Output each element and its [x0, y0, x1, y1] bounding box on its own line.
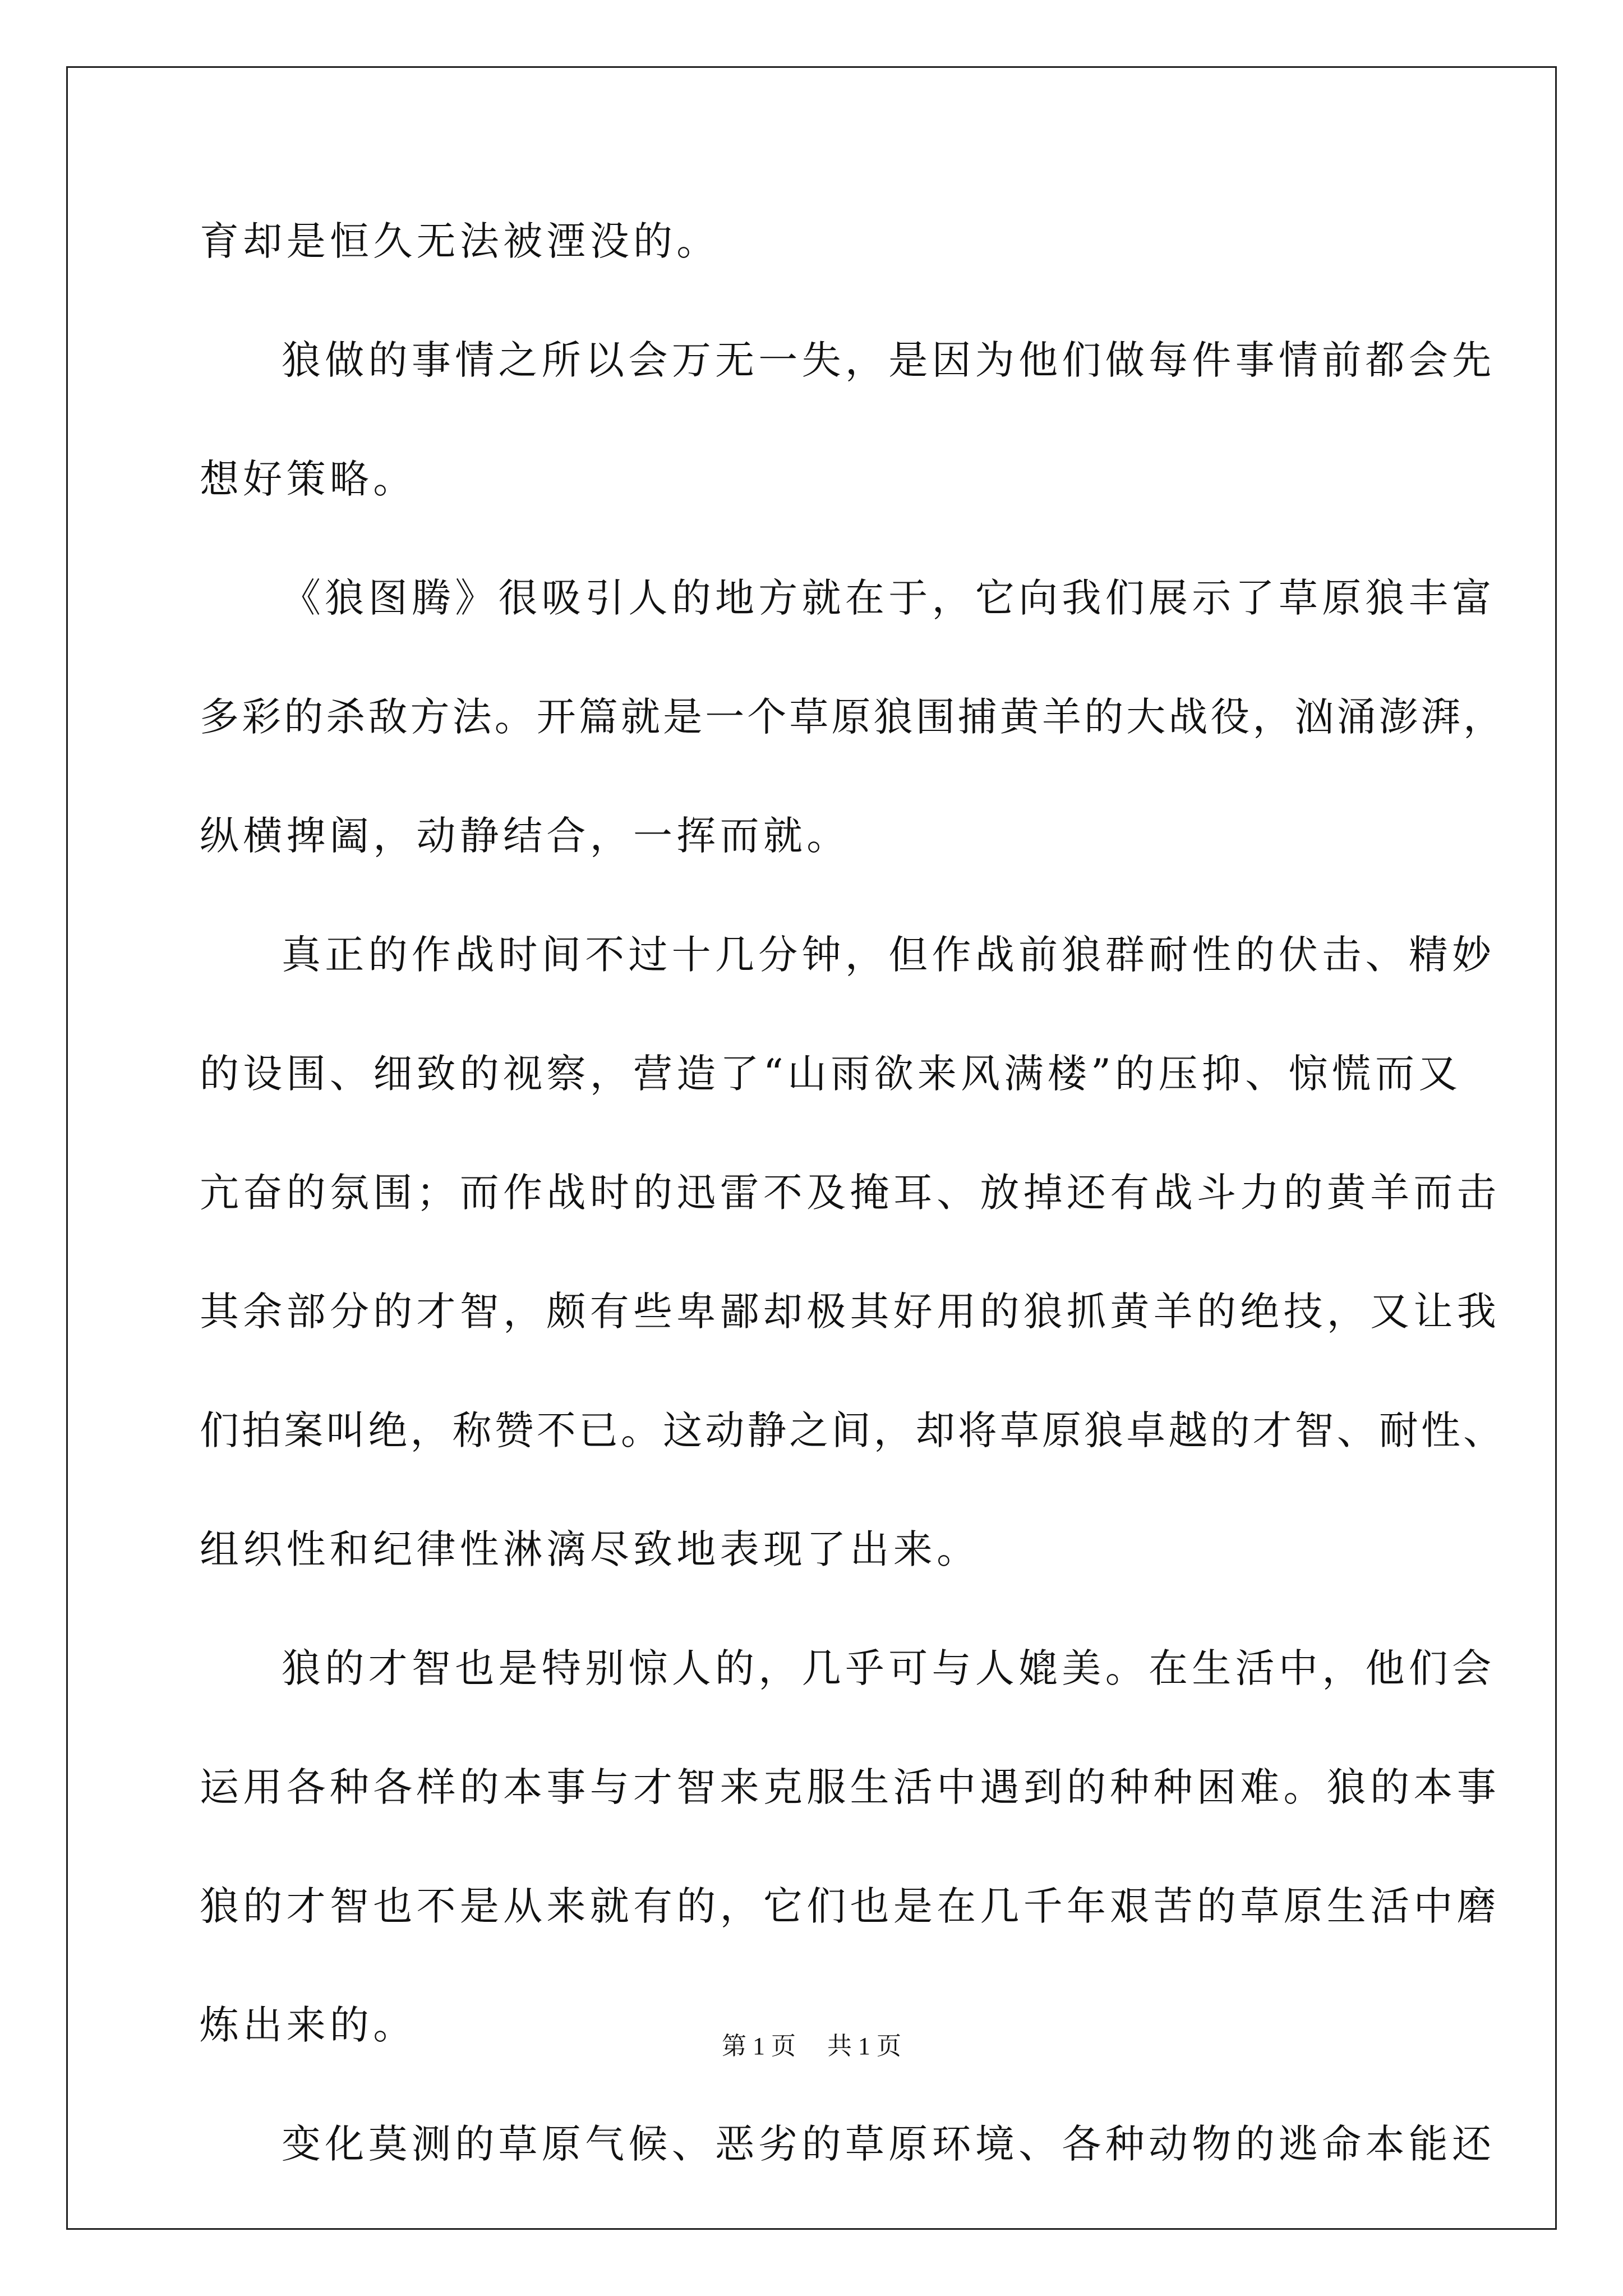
text-line: 多彩的杀敌方法。开篇就是一个草原狼围捕黄羊的大战役，汹涌澎湃，	[200, 694, 1506, 740]
text-line: 组织性和纪律性淋漓尽致地表现了出来。	[200, 1526, 980, 1572]
text-line: 们拍案叫绝，称赞不已。这动静之间，却将草原狼卓越的才智、耐性、	[200, 1407, 1506, 1453]
page-footer	[0, 2030, 1623, 2063]
text-line: 纵横捭阖，动静结合，一挥而就。	[200, 813, 850, 859]
text-line: 狼的才智也不是从来就有的，它们也是在几千年艰苦的草原生活中磨	[200, 1883, 1500, 1929]
page-number: 第 1 页	[722, 2032, 796, 2060]
text-line: 运用各种各样的本事与才智来克服生活中遇到的种种困难。狼的本事	[200, 1764, 1500, 1810]
text-line-paragraph-start: 变化莫测的草原气候、恶劣的草原环境、各种动物的逃命本能还	[282, 2121, 1496, 2167]
text-line: 的设围、细致的视察，营造了“山雨欲来风满楼”的压抑、惊慌而又	[200, 1051, 1462, 1097]
text-line: 育却是恒久无法被湮没的。	[200, 218, 720, 264]
page-total: 共 1 页	[827, 2032, 901, 2060]
text-line-paragraph-start: 《狼图腾》很吸引人的地方就在于，它向我们展示了草原狼丰富	[282, 575, 1496, 621]
text-line-paragraph-start: 狼的才智也是特别惊人的，几乎可与人媲美。在生活中，他们会	[282, 1645, 1496, 1691]
text-line-paragraph-start: 真正的作战时间不过十几分钟，但作战前狼群耐性的伏击、精妙	[282, 932, 1496, 978]
text-line: 想好策略。	[200, 456, 417, 502]
text-line: 其余部分的才智，颇有些卑鄙却极其好用的狼抓黄羊的绝技，又让我	[200, 1289, 1500, 1335]
text-line-paragraph-start: 狼做的事情之所以会万无一失，是因为他们做每件事情前都会先	[282, 337, 1496, 383]
text-line: 炼出来的。	[200, 2002, 417, 2048]
text-line: 亢奋的氛围；而作战时的迅雷不及掩耳、放掉还有战斗力的黄羊而击	[200, 1170, 1500, 1216]
